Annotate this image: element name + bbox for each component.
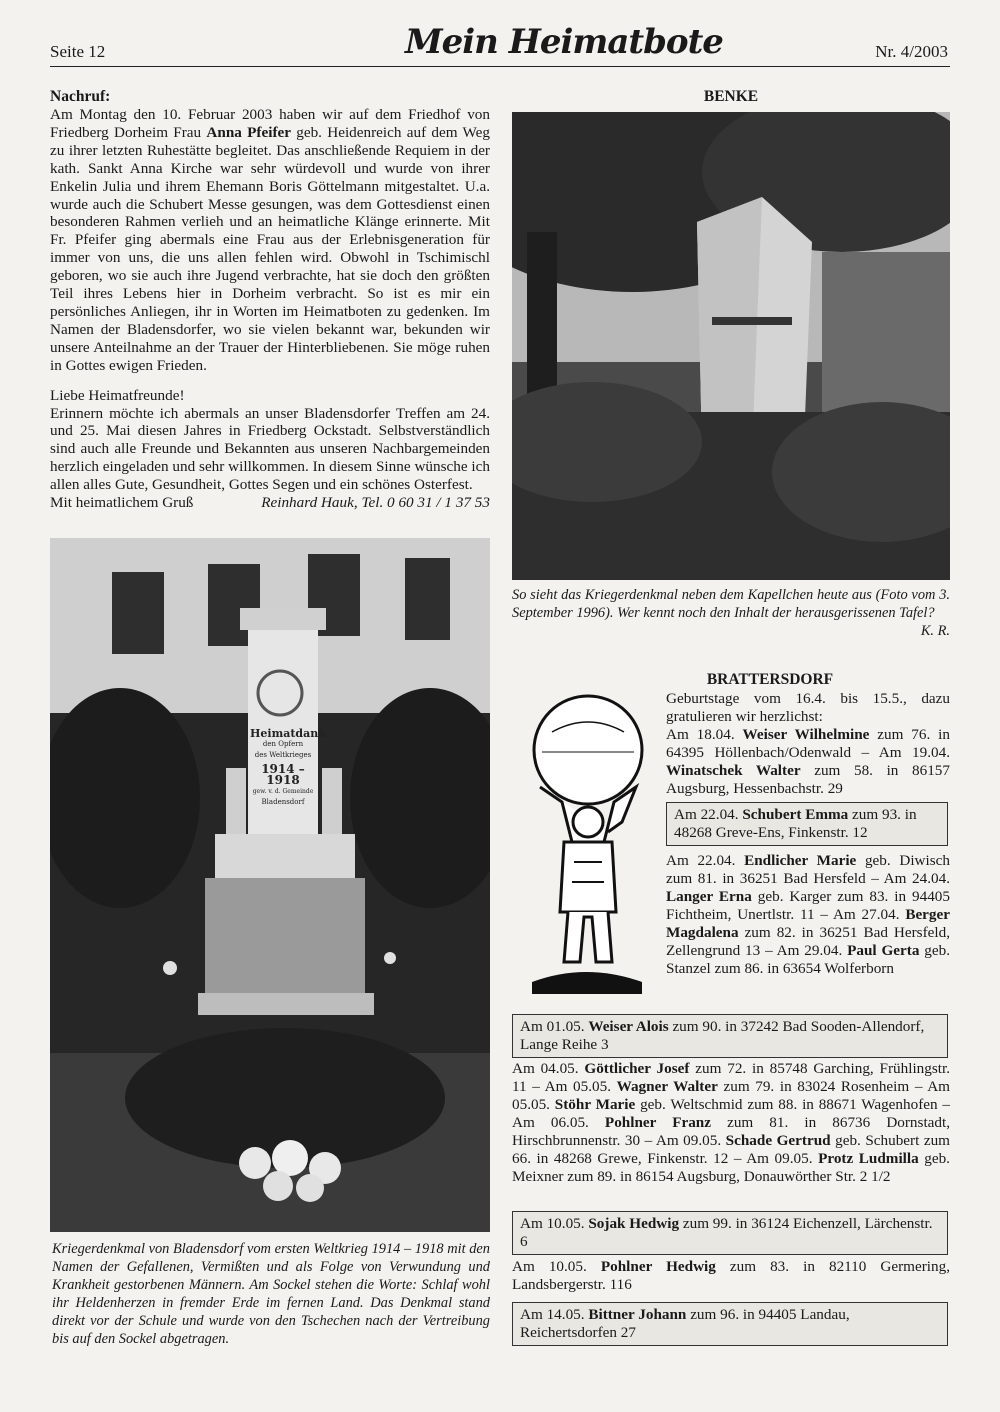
signature: Reinhard Hauk, Tel. 0 60 31 / 1 37 53	[261, 494, 490, 512]
atlas-illustration	[512, 692, 660, 1000]
memorial-photo	[50, 538, 490, 1232]
benke-photo-image	[512, 112, 950, 580]
brattersdorf-heading: BRATTERSDORF	[706, 671, 834, 688]
left-column	[50, 88, 490, 512]
birthday-box-3: Am 10.05. Sojak Hedwig zum 99. in 36124 Eichenzell, Lärchenstr. 6	[512, 1211, 948, 1255]
nachruf-heading: Nachruf:	[50, 88, 111, 105]
greeting: Liebe Heimatfreunde!	[50, 386, 185, 404]
memorial-caption: Kriegerdenkmal von Bladensdorf vom ersten Weltkrieg 1914 – 1918 mit den Namen der Gefallenen, Vermißten und als Folge von Verwundung und Krankheit gestorbenen Männern. Am Sockel stehen die Worte: Schlaf wohl ihr Heldenherzen in fremder Erde im fernen Land. Das Denkmal stand direkt vor der Schule und wurde von den Tschechen nach der Vertreibung bis auf den Sockel abgetragen.	[52, 1241, 490, 1347]
memorial-photo-image	[50, 538, 490, 1232]
birthday-entry-4: Am 10.05. Pohlner Hedwig zum 83. in 82110 Germering, Landsbergerstr. 116	[512, 1258, 950, 1293]
page-number: Seite 12	[50, 42, 106, 61]
intro-text: Geburtstage vom 16.4. bis 15.5., dazu gratulieren wir herzlichst:	[666, 690, 950, 725]
birthday-box-4: Am 14.05. Bittner Johann zum 96. in 94405 Landau, Reichertsdorfen 27	[512, 1302, 948, 1346]
header-rule	[50, 66, 950, 67]
benke-photo	[512, 112, 950, 580]
sign-off: Mit heimatlichem Gruß	[50, 494, 194, 512]
nachruf-text: Am Montag den 10. Februar 2003 haben wir auf dem Friedhof von Friedberg Dorheim Frau Anna Pfeifer geb. Heidenreich auf dem Weg zu ihrer letzten Ruhestätte begleitet. Das anschließende Requiem in der kath. Sankt Anna Kirche war sehr würdevoll und wurde von ihrer Enkelin Julia und ihrem Ehemann Boris Göttelmann mitgestaltet. U.a. wurde auch die Schubert Messe gesungen, was dem Gottesdienst einen besonderen Rahmen verlieh und an heimatliche Klänge erinnerte. Mit Fr. Pfeifer ging abermals eine Frau aus der Erlebnisgeneration für immer von uns, die uns allen fehlen wird. Obwohl in Tschimischl geboren, wo sie auch ihre Jugend verbrachte, hat sie doch den größten Teil ihres Lebens hier in Dorheim verbracht. So ist es mir ein persönliches Anliegen, ihr in Worten im Heimatboten zu gedenken. Im Namen der Bladensdorfer, wo sie vielen bekannt war, bekunden wir unsere Anteilnahme an der Trauer der Hinterbliebenen. Sie möge ruhen in Gottes ewigen Frieden.	[50, 106, 490, 374]
benke-caption: So sieht das Kriegerdenkmal neben dem Kapellchen heute aus (Foto vom 3. September 1996). Wer kennt noch den Inhalt der herausgerissenen Tafel? K. R.	[512, 587, 950, 639]
signature-line	[50, 494, 490, 512]
birthday-entry-2: Am 22.04. Endlicher Marie geb. Diwisch zum 81. in 36251 Bad Hersfeld – Am 24.04. Langer Erna geb. Karger zum 83. in 94405 Fichtheim, Unertlstr. 11 – Am 27.04. Berger Magdalena zum 82. in 36251 Bad Hersfeld, Zellengrund 13 – Am 29.04. Paul Gerta geb. Stanzel zum 86. in 63654 Wolferborn	[666, 852, 950, 977]
birthday-entry-1: Am 18.04. Weiser Wilhelmine zum 76. in 64395 Höllenbach/Odenwald – Am 19.04. Winatschek Walter zum 58. in 86157 Augsburg, Hessenbachstr. 29	[666, 726, 950, 797]
atlas-illustration-image	[512, 692, 660, 1000]
birthday-box-2: Am 01.05. Weiser Alois zum 90. in 37242 Bad Sooden-Allendorf, Lange Reihe 3	[512, 1014, 948, 1058]
birthday-box-1: Am 22.04. Schubert Emma zum 93. in 48268 Greve-Ens, Finkenstr. 12	[666, 802, 948, 846]
issue-number: Nr. 4/2003	[875, 42, 948, 61]
birthday-entry-3: Am 04.05. Göttlicher Josef zum 72. in 85748 Garching, Frühlingstr. 11 – Am 05.05. Wagner Walter zum 79. in 83024 Rosenheim – Am 05.05. Stöhr Marie geb. Weltschmid zum 88. in 88671 Wagenhofen – Am 06.05. Pohlner Franz zum 81. in 86736 Dornstadt, Hirschbrunnenstr. 30 – Am 09.05. Schade Gertrud geb. Schubert zum 66. in 48268 Grewe, Finkenstr. 12 – Am 09.05. Protz Ludmilla geb. Meixner zum 89. in 86154 Augsburg, Donauwörther Str. 2 1/2	[512, 1060, 951, 1185]
monument-inscription: Heimatdank den Opfern des Weltkrieges 1914 – 1918 gew. v. d. Gemeinde Bladensdorf	[250, 727, 326, 806]
benke-heading: BENKE	[703, 88, 759, 105]
letter-text: Erinnern möchte ich abermals an unser Bladensdorfer Treffen am 24. und 25. Mai diesen Jahres in Friedberg Ockstadt. Selbstverständlich sind auch alle Freunde und Bekannten aus unseren Nachbargemeinden herzlich eingeladen und sehr willkommen. In diesem Sinne wünsche ich allen alles Gute, Gesundheit, Gottes Segen und ein schönes Osterfest.	[50, 404, 490, 494]
masthead-logo: Mein Heimatbote	[405, 22, 723, 62]
entries-top	[666, 690, 950, 798]
